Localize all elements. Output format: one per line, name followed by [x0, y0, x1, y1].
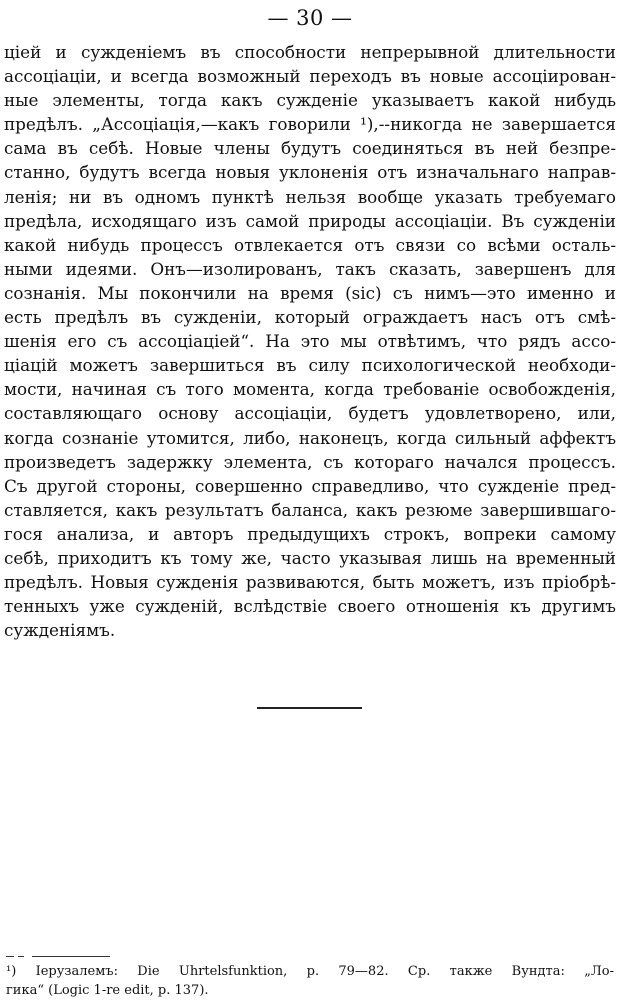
text-line: когда сознаніе утомится, либо, наконецъ, когда сильный аффектъ: [4, 427, 616, 448]
text-line: предѣла, исходящаго изъ самой природы ассоціаціи. Въ сужденіи: [4, 210, 616, 231]
footnote-line: ¹) Іерузалемъ: Die Uhrtelsfunktion, p. 79—82. Ср. также Вундта: „Ло-: [6, 964, 614, 979]
text-line: Съ другой стороны, совершенно справедливо, что сужденіе пред-: [4, 475, 616, 496]
footnote-line: гика“ (Logic 1-re edit, p. 137).: [6, 983, 209, 998]
text-line: предѣлъ. „Ассоціація,—какъ говорили ¹),--никогда не завершается: [4, 114, 616, 135]
text-line: ассоціаціи, и всегда возможный переходъ въ новые ассоціирован-: [4, 66, 616, 87]
text-line: ными идеями. Онъ—изолированъ, такъ сказать, завершенъ для: [4, 258, 616, 279]
text-line: сама въ себѣ. Новые члены будутъ соединяться въ ней безпре-: [4, 138, 616, 159]
section-separator: [257, 707, 362, 709]
text-line: себѣ, приходитъ къ тому же, часто указывая лишь на временный: [4, 547, 616, 568]
text-line: ціацій можетъ завершиться въ силу психологической необходи-: [4, 355, 616, 376]
text-line: ленія; ни въ одномъ пунктѣ нельзя вообще указать требуемаго: [4, 186, 616, 207]
body-text: [4, 40, 616, 642]
footnote-rule: [6, 956, 110, 957]
text-line: ные элементы, тогда какъ сужденіе указываетъ какой нибудь: [4, 90, 616, 111]
text-line: составляющаго основу ассоціаціи, будетъ удовлетворено, или,: [4, 403, 616, 424]
text-line: произведетъ задержку элемента, съ котораго начался процессъ.: [4, 451, 616, 472]
text-line: гося анализа, и авторъ предыдущихъ строкъ, вопреки самому: [4, 523, 616, 544]
text-line: ставляется, какъ результатъ баланса, какъ резюме завершившаго-: [4, 499, 616, 520]
page-number: — 30 —: [267, 6, 353, 30]
text-line: есть предѣлъ въ сужденіи, который ограждаетъ насъ отъ смѣ-: [4, 307, 616, 328]
text-line: какой нибудь процессъ отвлекается отъ связи со всѣми осталь-: [4, 234, 616, 255]
text-line: тенныхъ уже сужденій, вслѣдствіе своего отношенія къ другимъ: [4, 596, 616, 617]
text-line: шенія его съ ассоціаціей“. На это мы отвѣтимъ, что рядъ ассо-: [4, 331, 616, 352]
text-line: мости, начиная съ того момента, когда требованіе освобожденія,: [4, 379, 616, 400]
text-line: станно, будутъ всегда новыя уклоненія отъ изначальнаго направ-: [4, 162, 616, 183]
text-line: сужденіямъ.: [4, 620, 116, 641]
footnote: [6, 962, 614, 1000]
text-line: сознанія. Мы покончили на время (sic) съ нимъ—это именно и: [4, 282, 616, 303]
text-line: ціей и сужденіемъ въ способности непрерывной длительности: [4, 42, 616, 62]
text-line: предѣлъ. Новыя сужденія развиваются, быть можетъ, изъ пріобрѣ-: [4, 572, 616, 593]
